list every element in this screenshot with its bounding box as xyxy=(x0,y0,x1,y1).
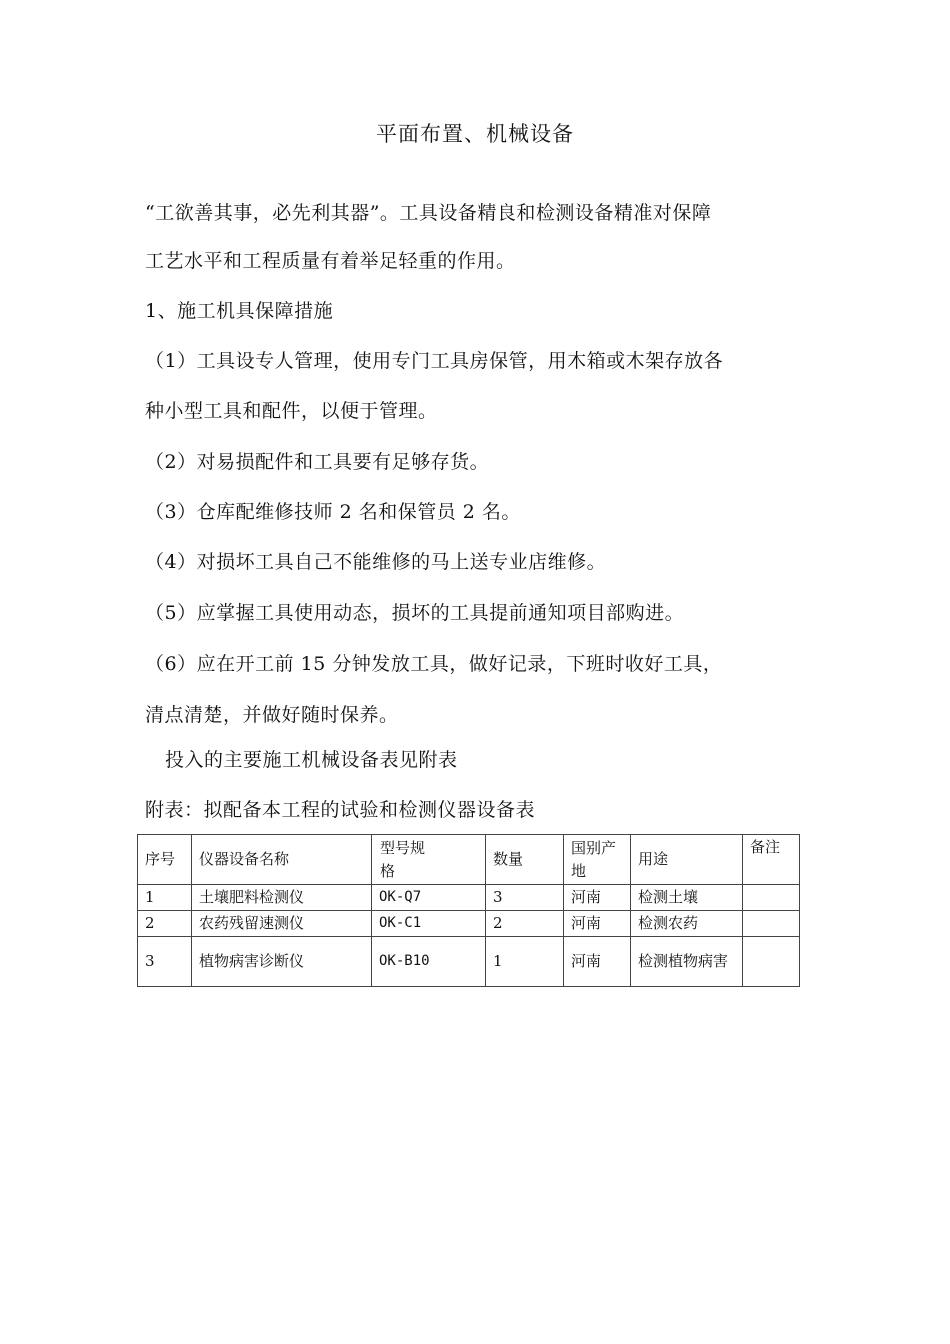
header-remark: 备注 xyxy=(743,835,800,885)
row-qty: 2 xyxy=(486,911,564,937)
row-name: 植物病害诊断仪 xyxy=(192,937,372,987)
measure-item-6-line-2: 清点清楚，并做好随时保养。 xyxy=(145,704,399,726)
header-name: 仪器设备名称 xyxy=(192,835,372,885)
row-model: OK-C1 xyxy=(372,911,486,937)
row-use: 检测农药 xyxy=(631,911,743,937)
row-seq: 3 xyxy=(138,937,192,987)
measure-item-2: （2）对易损配件和工具要有足够存货。 xyxy=(145,451,490,473)
table-header-row xyxy=(138,835,800,885)
row-remark xyxy=(743,937,800,987)
measure-item-6-line-1: （6）应在开工前 15 分钟发放工具，做好记录，下班时收好工具， xyxy=(145,653,723,675)
row-model: OK-Q7 xyxy=(372,885,486,911)
table-row xyxy=(138,937,800,987)
intro-paragraph-line-2: 工艺水平和工程质量有着举足轻重的作用。 xyxy=(145,250,516,272)
measure-item-3: （3）仓库配维修技师 2 名和保管员 2 名。 xyxy=(145,501,521,523)
header-model: 型号规格 xyxy=(372,835,486,885)
page-title: 平面布置、机械设备 xyxy=(376,122,574,146)
row-origin: 河南 xyxy=(564,911,631,937)
row-remark xyxy=(743,885,800,911)
measure-item-1-line-2: 种小型工具和配件，以便于管理。 xyxy=(145,400,438,422)
header-origin: 国别产地 xyxy=(564,835,631,885)
row-use: 检测植物病害 xyxy=(631,937,743,987)
row-qty: 3 xyxy=(486,885,564,911)
row-origin: 河南 xyxy=(564,885,631,911)
row-name: 农药残留速测仪 xyxy=(192,911,372,937)
table-row xyxy=(138,885,800,911)
header-use: 用途 xyxy=(631,835,743,885)
appendix-title: 附表：拟配备本工程的试验和检测仪器设备表 xyxy=(145,799,536,821)
row-use: 检测土壤 xyxy=(631,885,743,911)
measure-item-1-line-1: （1）工具设专人管理，使用专门工具房保管，用木箱或木架存放各 xyxy=(145,350,724,372)
measure-item-5: （5）应掌握工具使用动态，损坏的工具提前通知项目部购进。 xyxy=(145,602,685,624)
header-qty: 数量 xyxy=(486,835,564,885)
row-name: 土壤肥料检测仪 xyxy=(192,885,372,911)
row-remark xyxy=(743,911,800,937)
equipment-note: 投入的主要施工机械设备表见附表 xyxy=(165,749,458,771)
measure-item-4: （4）对损坏工具自己不能维修的马上送专业店维修。 xyxy=(145,551,607,573)
header-seq: 序号 xyxy=(138,835,192,885)
row-seq: 1 xyxy=(138,885,192,911)
equipment-table xyxy=(137,834,800,987)
table-row xyxy=(138,911,800,937)
row-seq: 2 xyxy=(138,911,192,937)
row-model: OK-B10 xyxy=(372,937,486,987)
section-heading: 1、施工机具保障措施 xyxy=(145,300,334,322)
row-origin: 河南 xyxy=(564,937,631,987)
row-qty: 1 xyxy=(486,937,564,987)
intro-paragraph-line-1: “工欲善其事，必先利其器”。工具设备精良和检测设备精准对保障 xyxy=(145,202,712,224)
